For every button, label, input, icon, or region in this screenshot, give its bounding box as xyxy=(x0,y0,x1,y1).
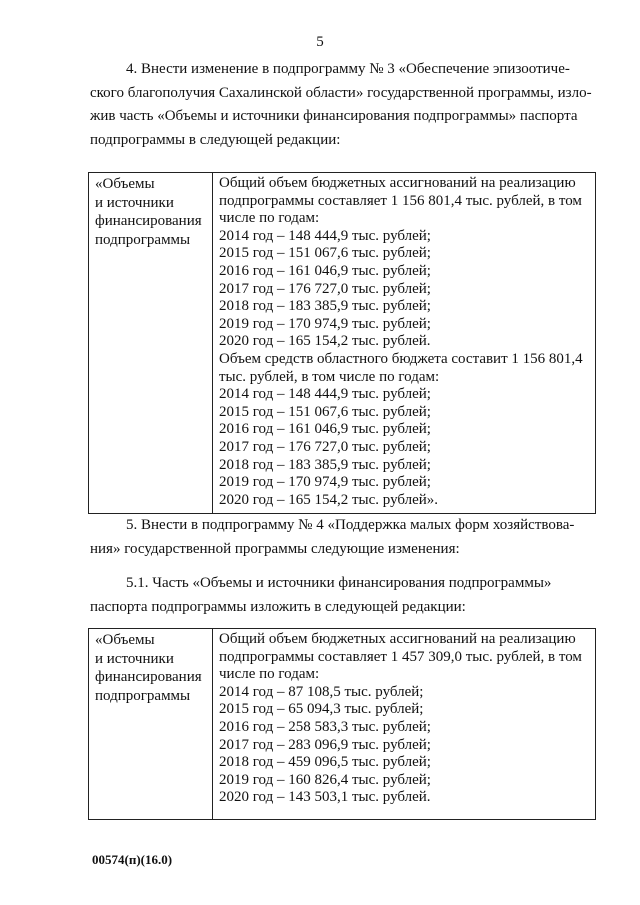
content-line: 2019 год – 160 826,4 тыс. рублей; xyxy=(219,771,431,788)
content-line: 2015 год – 151 067,6 тыс. рублей; xyxy=(219,403,431,420)
table-row xyxy=(89,173,596,514)
table-content-cell xyxy=(213,173,596,514)
content-line: числе по годам: xyxy=(219,666,320,683)
content-line: 2019 год – 170 974,9 тыс. рублей; xyxy=(219,315,431,332)
table-label-cell xyxy=(89,629,213,820)
content-line: 2020 год – 143 503,1 тыс. рублей. xyxy=(219,789,431,806)
content-line: Общий объем бюджетных ассигнований на реализацию xyxy=(219,175,576,191)
label-line: подпрограммы xyxy=(95,231,191,248)
table-content-cell xyxy=(213,629,596,820)
content-line: тыс. рублей, в том числе по годам: xyxy=(219,368,440,385)
content-line: 2019 год – 170 974,9 тыс. рублей; xyxy=(219,474,431,491)
label-line: подпрограммы xyxy=(95,687,191,704)
content-line: 2015 год – 65 094,3 тыс. рублей; xyxy=(219,701,424,718)
label-line: «Объемы xyxy=(95,176,155,192)
paragraph-4 xyxy=(90,58,590,152)
page-number: 5 xyxy=(316,34,324,50)
content-line: 2014 год – 148 444,9 тыс. рублей; xyxy=(219,386,431,403)
financing-table-1 xyxy=(88,172,596,514)
content-line: 2014 год – 148 444,9 тыс. рублей; xyxy=(219,227,431,244)
paragraph-line: 5. Внести в подпрограмму № 4 «Поддержка малых форм хозяйствова- xyxy=(126,517,575,533)
label-line: «Объемы xyxy=(95,632,155,648)
content-line: 2015 год – 151 067,6 тыс. рублей; xyxy=(219,245,431,262)
content-line: Общий объем бюджетных ассигнований на реализацию xyxy=(219,631,576,647)
content-line: Объем средств областного бюджета составит 1 156 801,4 xyxy=(219,350,583,367)
paragraph-line: паспорта подпрограммы изложить в следующей редакции: xyxy=(90,598,466,615)
table-row xyxy=(89,629,596,820)
paragraph-line: жив часть «Объемы и источники финансирования подпрограммы» паспорта xyxy=(90,108,578,124)
paragraph-line: подпрограммы в следующей редакции: xyxy=(90,131,341,148)
financing-table-2 xyxy=(88,628,596,820)
content-line: 2018 год – 459 096,5 тыс. рублей; xyxy=(219,754,431,771)
paragraph-line: 4. Внести изменение в подпрограмму № 3 «Обеспечение эпизоотиче- xyxy=(126,61,570,77)
paragraph-5 xyxy=(90,514,590,561)
label-line: финансирования xyxy=(95,669,202,685)
content-line: 2016 год – 161 046,9 тыс. рублей; xyxy=(219,262,431,279)
paragraph-line: 5.1. Часть «Объемы и источники финансирования подпрограммы» xyxy=(126,575,552,591)
content-line: 2016 год – 258 583,3 тыс. рублей; xyxy=(219,718,431,735)
paragraph-5-1 xyxy=(90,572,590,619)
content-line: 2016 год – 161 046,9 тыс. рублей; xyxy=(219,421,431,438)
content-line: 2017 год – 283 096,9 тыс. рублей; xyxy=(219,736,431,753)
content-line: 2020 год – 165 154,2 тыс. рублей. xyxy=(219,333,431,350)
content-line: числе по годам: xyxy=(219,210,320,227)
paragraph-line: ния» государственной программы следующие изменения: xyxy=(90,540,460,557)
content-line: 2018 год – 183 385,9 тыс. рублей; xyxy=(219,456,431,473)
table-label-cell xyxy=(89,173,213,514)
label-line: и источники xyxy=(95,650,174,667)
content-line: 2017 год – 176 727,0 тыс. рублей; xyxy=(219,280,431,297)
content-line: 2014 год – 87 108,5 тыс. рублей; xyxy=(219,683,424,700)
content-line: подпрограммы составляет 1 156 801,4 тыс. рублей, в том xyxy=(219,192,582,209)
content-line: 2017 год – 176 727,0 тыс. рублей; xyxy=(219,438,431,455)
document-code: 00574(п)(16.0) xyxy=(92,852,173,867)
content-line: подпрограммы составляет 1 457 309,0 тыс. рублей, в том xyxy=(219,648,582,665)
paragraph-line: ского благополучия Сахалинской области» государственной программы, изло- xyxy=(90,84,592,101)
content-line: 2020 год – 165 154,2 тыс. рублей». xyxy=(219,491,439,508)
label-line: финансирования xyxy=(95,213,202,229)
content-line: 2018 год – 183 385,9 тыс. рублей; xyxy=(219,298,431,315)
label-line: и источники xyxy=(95,194,174,211)
